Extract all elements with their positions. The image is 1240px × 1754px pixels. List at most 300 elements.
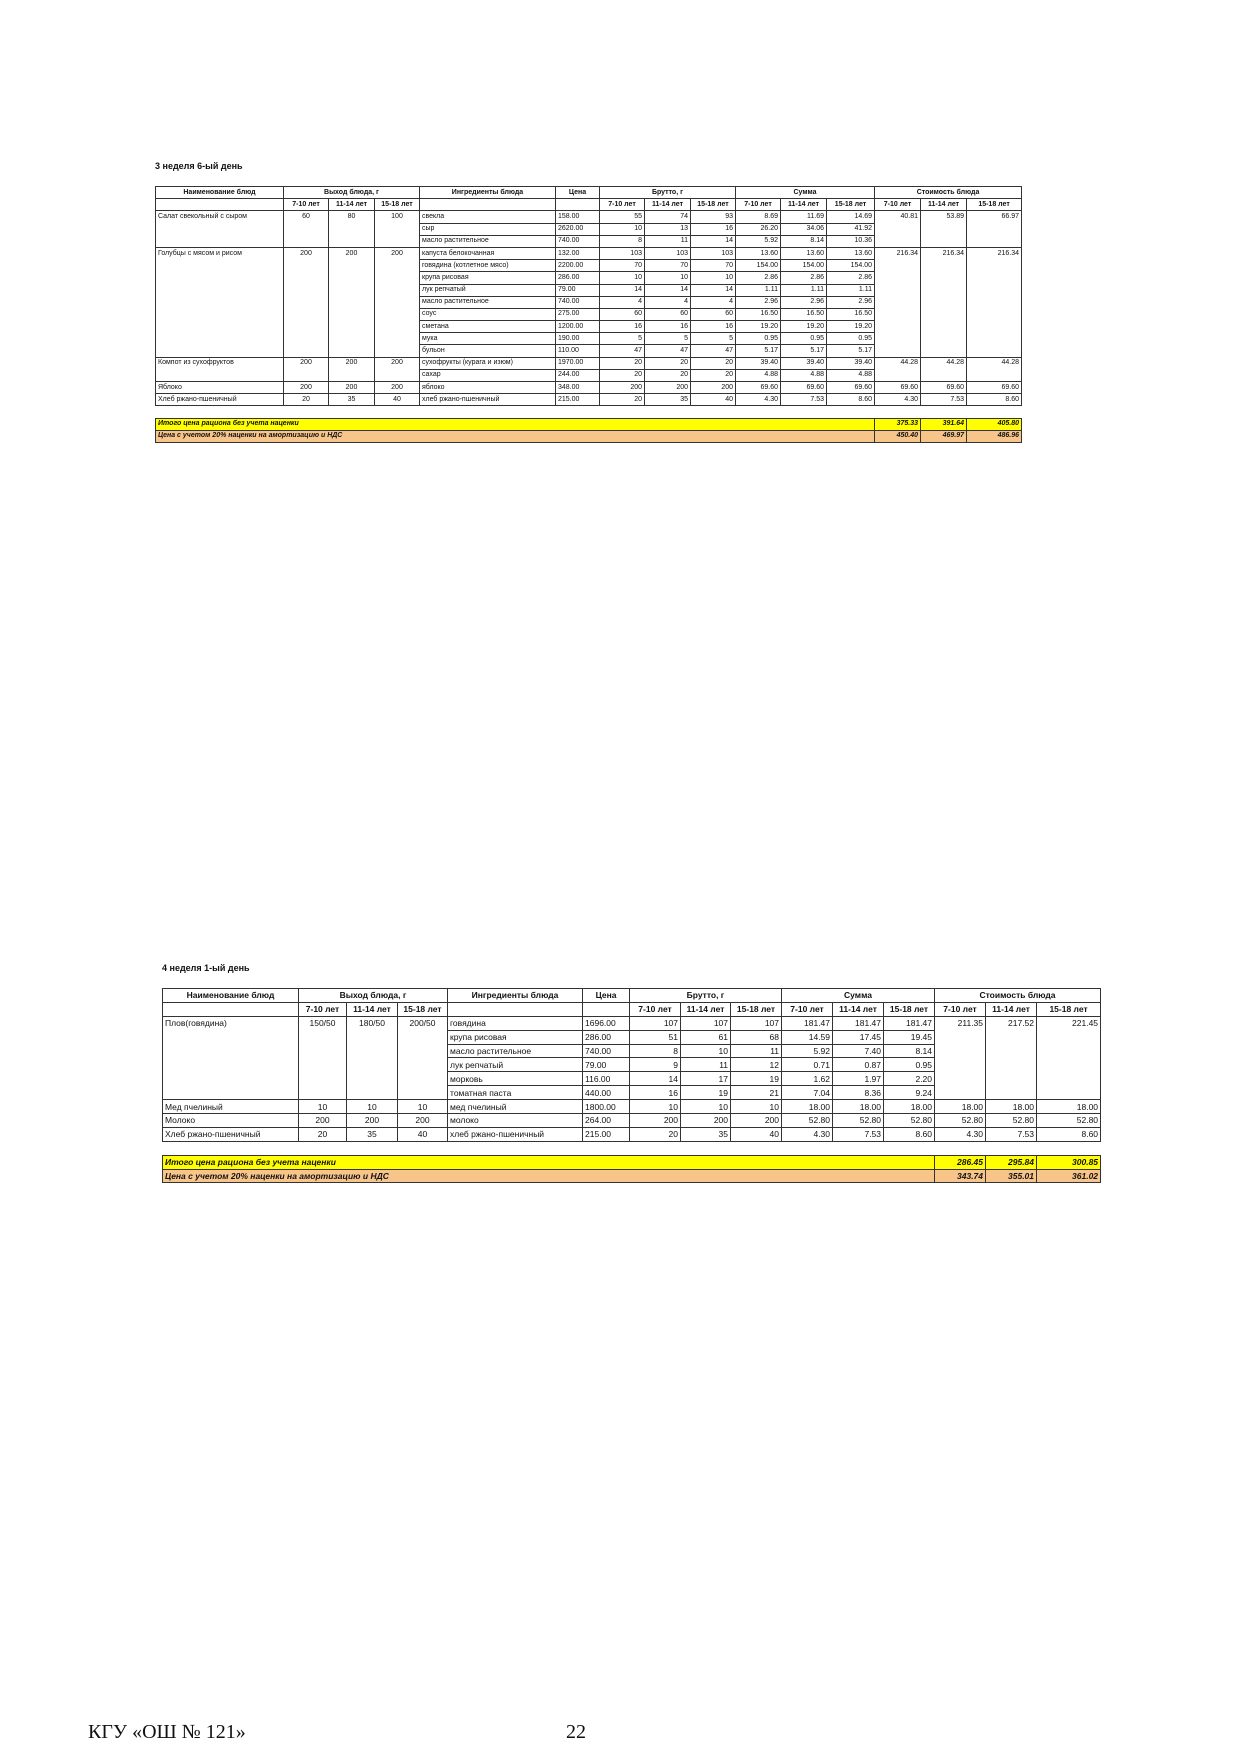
ingredient-brutto: 70 [600,260,645,272]
dish-cost [875,333,921,345]
dish-cost [921,296,967,308]
ingredient-brutto: 103 [600,247,645,259]
header-age: 7-10 лет [782,1002,833,1016]
dish-yield [398,1072,448,1086]
dish-name [156,345,284,357]
dish-name [156,235,284,247]
ingredient-sum: 181.47 [884,1016,935,1030]
dish-yield: 10 [347,1100,398,1114]
menu-table [155,186,1022,443]
ingredient-brutto: 4 [645,296,691,308]
ingredient-name: соус [420,308,556,320]
ingredient-brutto: 74 [645,211,691,223]
ingredient-sum: 8.36 [833,1086,884,1100]
table-row [156,308,1022,320]
ingredient-sum: 5.92 [782,1044,833,1058]
ingredient-name: яблоко [420,382,556,394]
dish-name [156,369,284,381]
total-value: 355.01 [986,1169,1037,1183]
ingredient-sum: 39.40 [736,357,781,369]
ingredient-brutto: 16 [630,1086,681,1100]
table-row [163,1114,1101,1128]
dish-cost: 52.80 [986,1114,1037,1128]
dish-yield [299,1072,347,1086]
ingredient-brutto: 47 [691,345,736,357]
ingredient-price: 740.00 [556,235,600,247]
ingredient-sum: 0.71 [782,1058,833,1072]
ingredient-brutto: 20 [691,357,736,369]
spacer-row [163,1141,1101,1155]
dish-yield: 200 [375,247,420,259]
dish-cost [875,284,921,296]
ingredient-brutto: 60 [691,308,736,320]
ingredient-sum: 5.17 [736,345,781,357]
ingredient-sum: 2.86 [827,272,875,284]
ingredient-brutto: 11 [681,1058,731,1072]
dish-yield [284,284,329,296]
dish-yield: 200 [375,357,420,369]
ingredient-brutto: 5 [600,333,645,345]
ingredient-sum: 52.80 [884,1114,935,1128]
dish-cost [1037,1030,1101,1044]
dish-yield [284,321,329,333]
ingredient-sum: 4.30 [736,394,781,406]
ingredient-name: лук репчатый [448,1058,583,1072]
spacer-cell [329,406,375,418]
total-value: 286.45 [935,1155,986,1169]
dish-name [156,296,284,308]
dish-yield [375,260,420,272]
header-age-row [163,1002,1101,1016]
table-row [163,1072,1101,1086]
ingredient-brutto: 107 [731,1016,782,1030]
header-age: 7-10 лет [299,1002,347,1016]
dish-yield [375,284,420,296]
ingredient-price: 1970.00 [556,357,600,369]
ingredient-brutto: 16 [645,321,691,333]
dish-yield [398,1044,448,1058]
ingredient-brutto: 70 [691,260,736,272]
header-age: 11-14 лет [645,199,691,211]
ingredient-sum: 41.92 [827,223,875,235]
header-age: 15-18 лет [691,199,736,211]
dish-cost [935,1030,986,1044]
dish-yield [375,235,420,247]
dish-yield [375,308,420,320]
ingredient-sum: 4.30 [782,1127,833,1141]
ingredient-brutto: 17 [681,1072,731,1086]
dish-yield [284,260,329,272]
table-row [163,1030,1101,1044]
dish-cost [921,284,967,296]
header-brutto: Брутто, г [600,187,736,199]
ingredient-sum: 9.24 [884,1086,935,1100]
ingredient-brutto: 5 [645,333,691,345]
ingredient-sum: 26.20 [736,223,781,235]
ingredient-brutto: 10 [600,272,645,284]
table-row [156,394,1022,406]
spacer-cell [163,1141,299,1155]
ingredient-brutto: 60 [645,308,691,320]
header-age: 15-18 лет [884,1002,935,1016]
ingredient-brutto: 16 [691,223,736,235]
dish-cost [1037,1086,1101,1100]
dish-yield [347,1086,398,1100]
table-row [156,296,1022,308]
ingredient-brutto: 16 [691,321,736,333]
dish-cost: 18.00 [1037,1100,1101,1114]
ingredient-brutto: 47 [645,345,691,357]
footer-org-name: КГУ «ОШ № 121» [88,1721,246,1743]
dish-cost [986,1058,1037,1072]
dish-cost [986,1086,1037,1100]
ingredient-sum: 19.45 [884,1030,935,1044]
ingredient-brutto: 20 [600,357,645,369]
ingredient-brutto: 10 [681,1044,731,1058]
ingredient-brutto: 10 [645,272,691,284]
dish-yield: 200 [375,382,420,394]
ingredient-sum: 19.20 [827,321,875,333]
ingredient-sum: 1.97 [833,1072,884,1086]
table-row [163,1127,1101,1141]
dish-name: Мед пчелиный [163,1100,299,1114]
ingredient-brutto: 35 [681,1127,731,1141]
ingredient-brutto: 16 [600,321,645,333]
ingredient-sum: 8.14 [884,1044,935,1058]
ingredient-sum: 7.04 [782,1086,833,1100]
ingredient-price: 244.00 [556,369,600,381]
ingredient-sum: 18.00 [833,1100,884,1114]
dish-yield: 35 [329,394,375,406]
ingredient-sum: 39.40 [781,357,827,369]
dish-cost [967,235,1022,247]
dish-cost [935,1058,986,1072]
dish-name: Молоко [163,1114,299,1128]
dish-yield [329,235,375,247]
header-age: 11-14 лет [781,199,827,211]
ingredient-sum: 154.00 [827,260,875,272]
ingredient-brutto: 47 [600,345,645,357]
dish-name: Хлеб ржано-пшеничный [163,1127,299,1141]
ingredient-sum: 39.40 [827,357,875,369]
dish-cost [967,345,1022,357]
ingredient-name: сухофрукты (курага и изюм) [420,357,556,369]
ingredient-sum: 2.96 [736,296,781,308]
header-empty [556,199,600,211]
dish-cost [935,1086,986,1100]
dish-cost: 18.00 [935,1100,986,1114]
total-value: 295.84 [986,1155,1037,1169]
spacer-cell [375,406,420,418]
ingredient-name: крупа рисовая [420,272,556,284]
header-age: 7-10 лет [630,1002,681,1016]
dish-cost [875,308,921,320]
header-ingredients: Ингредиенты блюда [448,989,583,1003]
ingredient-brutto: 107 [681,1016,731,1030]
ingredient-sum: 13.60 [781,247,827,259]
table-row [163,1016,1101,1030]
dish-yield [284,272,329,284]
dish-cost: 69.60 [921,382,967,394]
ingredient-brutto: 14 [645,284,691,296]
header-yield: Выход блюда, г [299,989,448,1003]
ingredient-sum: 8.60 [827,394,875,406]
dish-yield [347,1072,398,1086]
block-title: 4 неделя 1-ый день [162,963,250,973]
ingredient-brutto: 103 [691,247,736,259]
dish-name [163,1086,299,1100]
ingredient-brutto: 14 [691,235,736,247]
ingredient-brutto: 107 [630,1016,681,1030]
ingredient-price: 275.00 [556,308,600,320]
dish-name [156,260,284,272]
table-row [156,247,1022,259]
ingredient-sum: 69.60 [736,382,781,394]
ingredient-name: свекла [420,211,556,223]
ingredient-sum: 0.87 [833,1058,884,1072]
dish-cost [935,1044,986,1058]
dish-yield [329,308,375,320]
ingredient-brutto: 200 [645,382,691,394]
header-brutto: Брутто, г [630,989,782,1003]
ingredient-sum: 18.00 [884,1100,935,1114]
dish-cost [967,284,1022,296]
dish-cost [921,260,967,272]
spacer-cell [420,406,556,418]
total-label: Итого цена рациона без учета наценки [156,418,875,430]
dish-yield: 200 [284,382,329,394]
ingredient-brutto: 14 [600,284,645,296]
dish-cost: 44.28 [875,357,921,369]
dish-cost [875,260,921,272]
dish-name: Голубцы с мясом и рисом [156,247,284,259]
table-row [156,260,1022,272]
dish-cost [1037,1072,1101,1086]
dish-cost [1037,1058,1101,1072]
table-row [156,223,1022,235]
spacer-cell [156,406,284,418]
ingredient-brutto: 14 [630,1072,681,1086]
header-empty [163,1002,299,1016]
dish-yield [284,369,329,381]
dish-name: Салат свекольный с сыром [156,211,284,223]
dish-yield [329,345,375,357]
dish-yield [347,1030,398,1044]
ingredient-price: 116.00 [583,1072,630,1086]
ingredient-name: капуста белокочанная [420,247,556,259]
ingredient-sum: 4.88 [781,369,827,381]
ingredient-brutto: 8 [600,235,645,247]
dish-cost [967,223,1022,235]
ingredient-price: 440.00 [583,1086,630,1100]
menu-table [162,988,1101,1183]
dish-yield [284,235,329,247]
ingredient-name: говядина (котлетное мясо) [420,260,556,272]
spacer-cell [921,406,967,418]
ingredient-sum: 14.59 [782,1030,833,1044]
dish-cost [967,308,1022,320]
dish-yield [347,1058,398,1072]
ingredient-sum: 16.50 [827,308,875,320]
dish-yield [299,1086,347,1100]
ingredient-price: 740.00 [583,1044,630,1058]
dish-yield [284,296,329,308]
ingredient-name: сыр [420,223,556,235]
dish-yield: 35 [347,1127,398,1141]
ingredient-sum: 2.86 [736,272,781,284]
ingredient-sum: 18.00 [782,1100,833,1114]
dish-yield [299,1058,347,1072]
dish-yield [329,284,375,296]
dish-yield: 10 [398,1100,448,1114]
ingredient-sum: 69.60 [827,382,875,394]
dish-name [163,1058,299,1072]
dish-yield: 200 [398,1114,448,1128]
ingredient-sum: 154.00 [781,260,827,272]
ingredient-sum: 19.20 [781,321,827,333]
dish-yield [284,345,329,357]
ingredient-brutto: 20 [600,369,645,381]
dish-cost [986,1072,1037,1086]
ingredient-name: морковь [448,1072,583,1086]
table-row [163,1044,1101,1058]
table-row [156,357,1022,369]
ingredient-sum: 2.20 [884,1072,935,1086]
dish-yield: 20 [284,394,329,406]
ingredient-brutto: 20 [600,394,645,406]
dish-cost: 66.97 [967,211,1022,223]
total-value: 469.97 [921,430,967,442]
spacer-cell [986,1141,1037,1155]
dish-yield [329,272,375,284]
header-row [163,989,1101,1003]
header-age: 7-10 лет [600,199,645,211]
ingredient-price: 2200.00 [556,260,600,272]
ingredient-sum: 7.53 [781,394,827,406]
dish-cost [921,235,967,247]
ingredient-sum: 1.11 [781,284,827,296]
dish-cost: 8.60 [1037,1127,1101,1141]
ingredient-brutto: 20 [691,369,736,381]
ingredient-price: 215.00 [556,394,600,406]
dish-name: Компот из сухофруктов [156,357,284,369]
ingredient-name: говядина [448,1016,583,1030]
header-empty [583,1002,630,1016]
ingredient-brutto: 40 [731,1127,782,1141]
header-row [156,187,1022,199]
spacer-cell [833,1141,884,1155]
dish-yield: 40 [398,1127,448,1141]
dish-cost [967,369,1022,381]
spacer-cell [967,406,1022,418]
total-value: 361.02 [1037,1169,1101,1183]
ingredient-sum: 4.88 [827,369,875,381]
header-age: 15-18 лет [1037,1002,1101,1016]
ingredient-name: хлеб ржано-пшеничный [420,394,556,406]
ingredient-brutto: 200 [600,382,645,394]
ingredient-price: 1200.00 [556,321,600,333]
ingredient-brutto: 61 [681,1030,731,1044]
spacer-cell [875,406,921,418]
dish-yield [398,1058,448,1072]
dish-cost [921,308,967,320]
ingredient-brutto: 10 [600,223,645,235]
ingredient-price: 79.00 [556,284,600,296]
total-value: 450.40 [875,430,921,442]
header-age-row [156,199,1022,211]
spacer-cell [398,1141,448,1155]
dish-yield [347,1044,398,1058]
spacer-cell [681,1141,731,1155]
ingredient-sum: 0.95 [884,1058,935,1072]
spacer-cell [935,1141,986,1155]
ingredient-brutto: 51 [630,1030,681,1044]
ingredient-price: 2620.00 [556,223,600,235]
dish-yield: 200 [329,357,375,369]
dish-cost: 44.28 [921,357,967,369]
ingredient-sum: 154.00 [736,260,781,272]
ingredient-sum: 11.69 [781,211,827,223]
dish-yield: 150/50 [299,1016,347,1030]
ingredient-price: 158.00 [556,211,600,223]
dish-name [156,284,284,296]
header-empty [420,199,556,211]
ingredient-brutto: 10 [731,1100,782,1114]
ingredient-brutto: 12 [731,1058,782,1072]
ingredient-sum: 7.53 [833,1127,884,1141]
ingredient-sum: 5.92 [736,235,781,247]
ingredient-brutto: 14 [691,284,736,296]
dish-name [156,333,284,345]
ingredient-price: 286.00 [583,1030,630,1044]
ingredient-sum: 8.60 [884,1127,935,1141]
ingredient-sum: 181.47 [833,1016,884,1030]
ingredient-price: 286.00 [556,272,600,284]
spacer-cell [645,406,691,418]
dish-yield [329,369,375,381]
dish-cost: 69.60 [967,382,1022,394]
spacer-cell [731,1141,782,1155]
total-value: 391.64 [921,418,967,430]
dish-cost: 4.30 [935,1127,986,1141]
header-age: 7-10 лет [875,199,921,211]
dish-yield: 20 [299,1127,347,1141]
dish-cost: 216.34 [921,247,967,259]
dish-cost [921,333,967,345]
spacer-row [156,406,1022,418]
spacer-cell [1037,1141,1101,1155]
dish-cost [935,1072,986,1086]
dish-cost: 52.80 [935,1114,986,1128]
ingredient-name: бульон [420,345,556,357]
dish-yield: 60 [284,211,329,223]
dish-yield [375,333,420,345]
dish-yield [375,321,420,333]
total-row [163,1155,1101,1169]
ingredient-sum: 4.88 [736,369,781,381]
ingredient-price: 132.00 [556,247,600,259]
ingredient-price: 264.00 [583,1114,630,1128]
dish-cost: 7.53 [921,394,967,406]
dish-cost [967,260,1022,272]
ingredient-sum: 0.95 [781,333,827,345]
dish-cost [921,369,967,381]
table-row [156,345,1022,357]
dish-cost [921,345,967,357]
ingredient-brutto: 10 [691,272,736,284]
ingredient-brutto: 200 [691,382,736,394]
ingredient-brutto: 200 [681,1114,731,1128]
